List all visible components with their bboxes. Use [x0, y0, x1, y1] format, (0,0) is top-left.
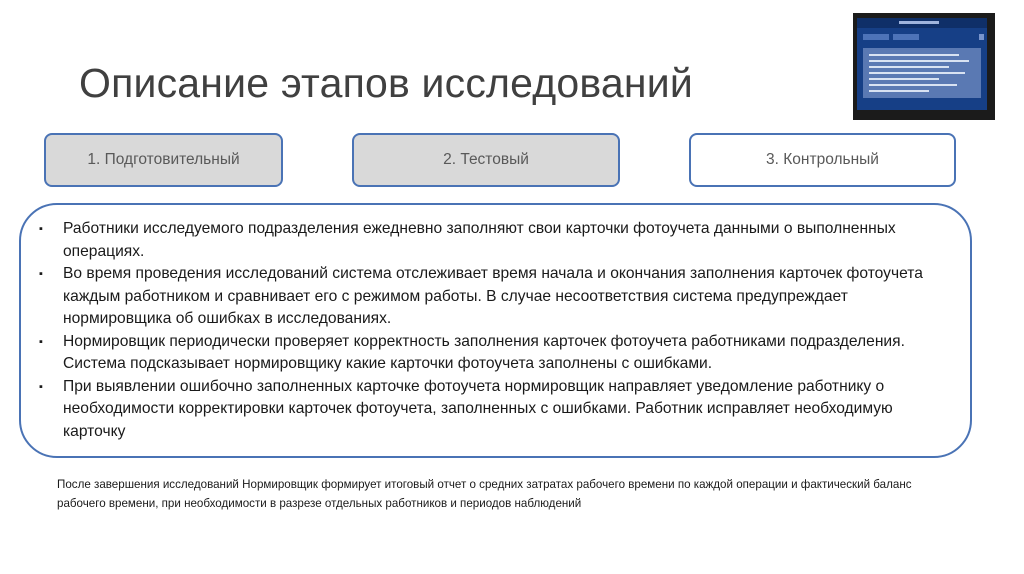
bullet-icon: ▪ — [39, 335, 43, 348]
stage-control — [689, 133, 956, 187]
stage-label: 1. Подготовительный — [87, 151, 240, 168]
slide-title: Описание этапов исследований — [79, 60, 693, 106]
description-list — [38, 218, 938, 443]
list-item-text: При выявлении ошибочно заполненных карточке фотоучета нормировщик направляет уведомление работнику о необходимости корректировки карточек фотоучета, заполненных с ошибками. Работник исправляет необходимую карточку — [63, 377, 893, 440]
list-item-text: Во время проведения исследований система отслеживает время начала и окончания заполнения карточек фотоучета каждым работником и сравнивает его с режимом работы. В случае несоответствия система предупреждает нормировщика об ошибках в исследованиях. — [63, 265, 923, 327]
stage-test — [352, 133, 620, 187]
bullet-icon: ▪ — [39, 268, 43, 280]
list-item-text: Работники исследуемого подразделения ежедневно заполняют свои карточки фотоучета данными о выполненных операциях. — [63, 220, 896, 260]
stage-label: 2. Тестовый — [443, 151, 529, 168]
monitor-screen — [857, 18, 987, 110]
list-item — [38, 376, 938, 444]
stage-label: 3. Контрольный — [766, 151, 879, 168]
bullet-icon: ▪ — [39, 380, 43, 393]
list-item — [38, 218, 938, 263]
bullet-icon: ▪ — [39, 223, 43, 235]
stage-preparatory — [44, 133, 283, 187]
screenshot-photo-image — [853, 13, 995, 120]
summary-note: После завершения исследований Нормировщик формирует итоговый отчет о средних затратах рабочего времени по каждой операции и фактический баланс рабочего времени, при необходимости в разрезе отдельных работников и периодов наблюдений — [57, 478, 912, 510]
list-item — [38, 263, 938, 331]
list-item — [38, 331, 938, 376]
list-item-text: Нормировщик периодически проверяет корректность заполнения карточек фотоучета работниками подразделения. Система подсказывает нормировщику какие карточки фотоучета заполнены с ошибками. — [63, 332, 905, 372]
